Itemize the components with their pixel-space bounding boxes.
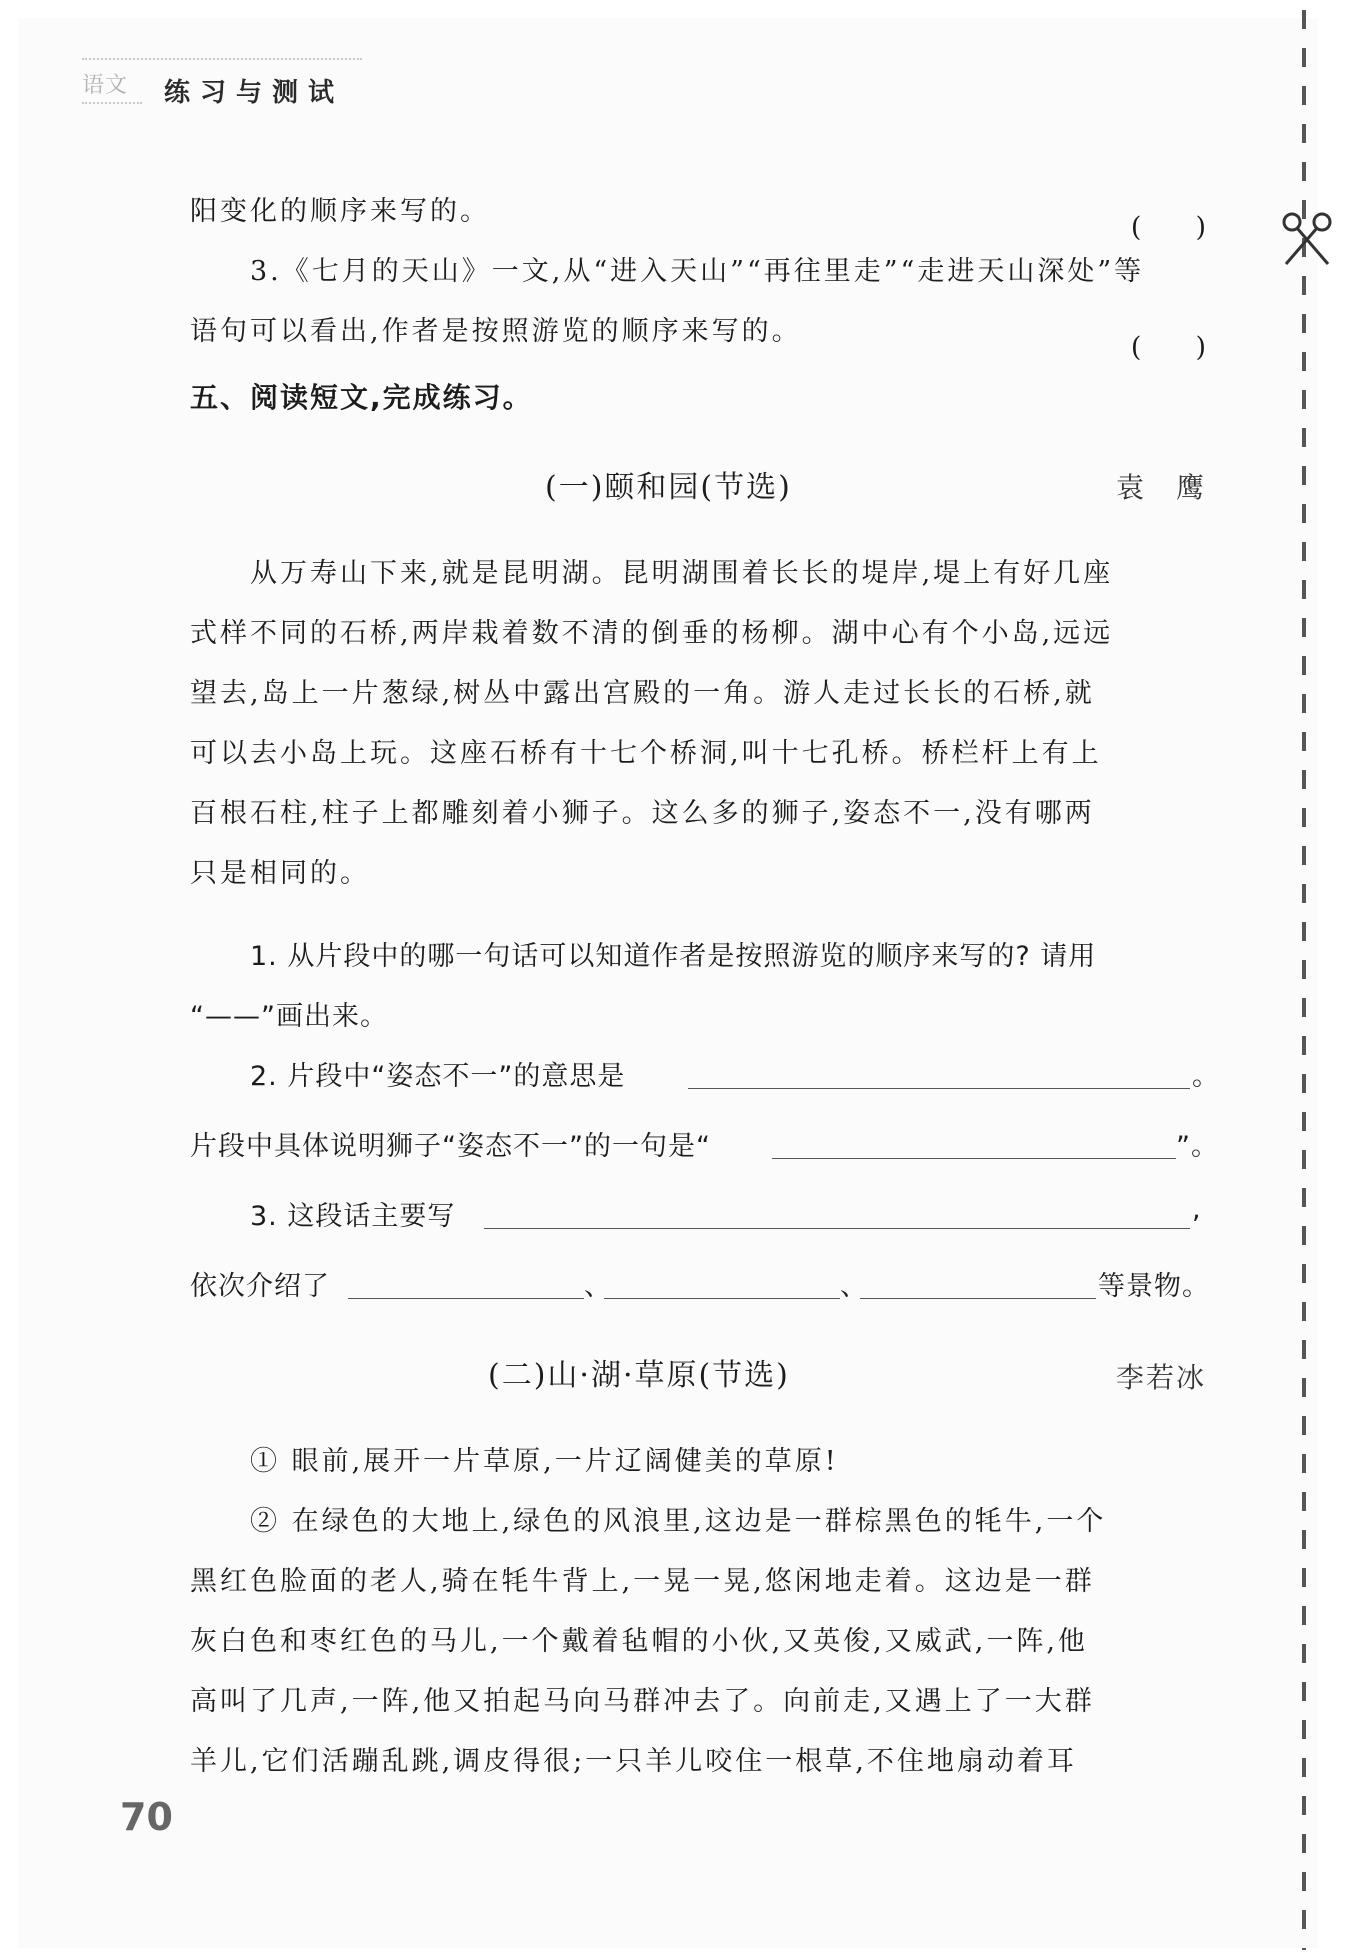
passage1-line: 从万寿山下来,就是昆明湖。昆明湖围着长长的堤岸,堤上有好几座 xyxy=(250,558,1114,589)
question3b-sep2: 、 xyxy=(840,1271,868,1302)
subject-tag: 语文 xyxy=(82,73,129,98)
question1-line1: 1. 从片段中的哪一句话可以知道作者是按照游览的顺序来写的? 请用 xyxy=(250,941,1097,972)
answer-bracket-q3[interactable]: ( ) xyxy=(1130,332,1206,363)
passage1-line: 可以去小岛上玩。这座石桥有十七个桥洞,叫十七孔桥。桥栏杆上有上 xyxy=(190,738,1102,769)
question3b-sep1: 、 xyxy=(584,1271,612,1302)
question2-prefix: 2. 片段中“姿态不一”的意思是 xyxy=(250,1061,626,1092)
passage1-title: (一)颐和园(节选) xyxy=(545,470,792,505)
cut-line xyxy=(1302,10,1306,1950)
question3-prefix: 3. 这段话主要写 xyxy=(250,1201,456,1232)
passage1-line: 百根石柱,柱子上都雕刻着小狮子。这么多的狮子,姿态不一,没有哪两 xyxy=(190,798,1095,829)
answer-blank-q2b[interactable] xyxy=(772,1156,1176,1159)
book-title: 练习与测试 xyxy=(164,78,345,108)
judgement-q3-line2: 语句可以看出,作者是按照游览的顺序来写的。 xyxy=(190,316,802,347)
answer-blank-scene-3[interactable] xyxy=(860,1296,1096,1299)
page-number: 70 xyxy=(120,1795,173,1839)
passage2-line: 高叫了几声,一阵,他又拍起马向马群冲去了。向前走,又遇上了一大群 xyxy=(190,1686,1095,1717)
passage2-line: ① 眼前,展开一片草原,一片辽阔健美的草原! xyxy=(250,1446,839,1477)
answer-blank-scene-2[interactable] xyxy=(604,1296,840,1299)
passage2-line: 黑红色脸面的老人,骑在牦牛背上,一晃一晃,悠闲地走着。这边是一群 xyxy=(190,1566,1095,1597)
question2b-end: ”。 xyxy=(1176,1131,1219,1162)
header-divider xyxy=(82,102,142,104)
question3b-prefix: 依次介绍了 xyxy=(190,1271,330,1302)
passage2-line: ② 在绿色的大地上,绿色的风浪里,这边是一群棕黑色的牦牛,一个 xyxy=(250,1506,1107,1537)
answer-bracket-a[interactable]: ( ) xyxy=(1130,212,1206,243)
passage2-line: 灰白色和枣红色的马儿,一个戴着毡帽的小伙,又英俊,又威武,一阵,他 xyxy=(190,1626,1088,1657)
page-header xyxy=(82,58,362,106)
passage2-author: 李若冰 xyxy=(1115,1361,1206,1394)
answer-blank-scene-1[interactable] xyxy=(348,1296,584,1299)
question1-line2: “——”画出来。 xyxy=(190,1001,388,1032)
answer-blank-q3[interactable] xyxy=(484,1226,1190,1229)
passage2-line: 羊儿,它们活蹦乱跳,调皮得很;一只羊儿咬住一根草,不住地扇动着耳 xyxy=(190,1746,1077,1777)
question3-end: , xyxy=(1192,1194,1202,1225)
answer-blank-q2[interactable] xyxy=(688,1086,1190,1089)
question2-end: 。 xyxy=(1192,1061,1220,1092)
question2b-prefix: 片段中具体说明狮子“姿态不一”的一句是“ xyxy=(190,1131,711,1162)
passage2-title: (二)山·湖·草原(节选) xyxy=(488,1358,790,1393)
passage1-line: 望去,岛上一片葱绿,树丛中露出宫殿的一角。游人走过长长的石桥,就 xyxy=(190,678,1095,709)
judgement-q3-line1: 3.《七月的天山》一文,从“进入天山”“再往里走”“走进天山深处”等 xyxy=(250,256,1145,287)
judgement-line-a: 阳变化的顺序来写的。 xyxy=(190,196,490,227)
section-heading: 五、阅读短文,完成练习。 xyxy=(190,381,533,414)
passage1-line: 只是相同的。 xyxy=(190,858,370,889)
scissors-icon xyxy=(1280,210,1334,266)
passage1-author: 袁 鹰 xyxy=(1115,471,1206,504)
passage1-line: 式样不同的石桥,两岸栽着数不清的倒垂的杨柳。湖中心有个小岛,远远 xyxy=(190,618,1114,649)
question3b-end: 等景物。 xyxy=(1098,1271,1210,1302)
